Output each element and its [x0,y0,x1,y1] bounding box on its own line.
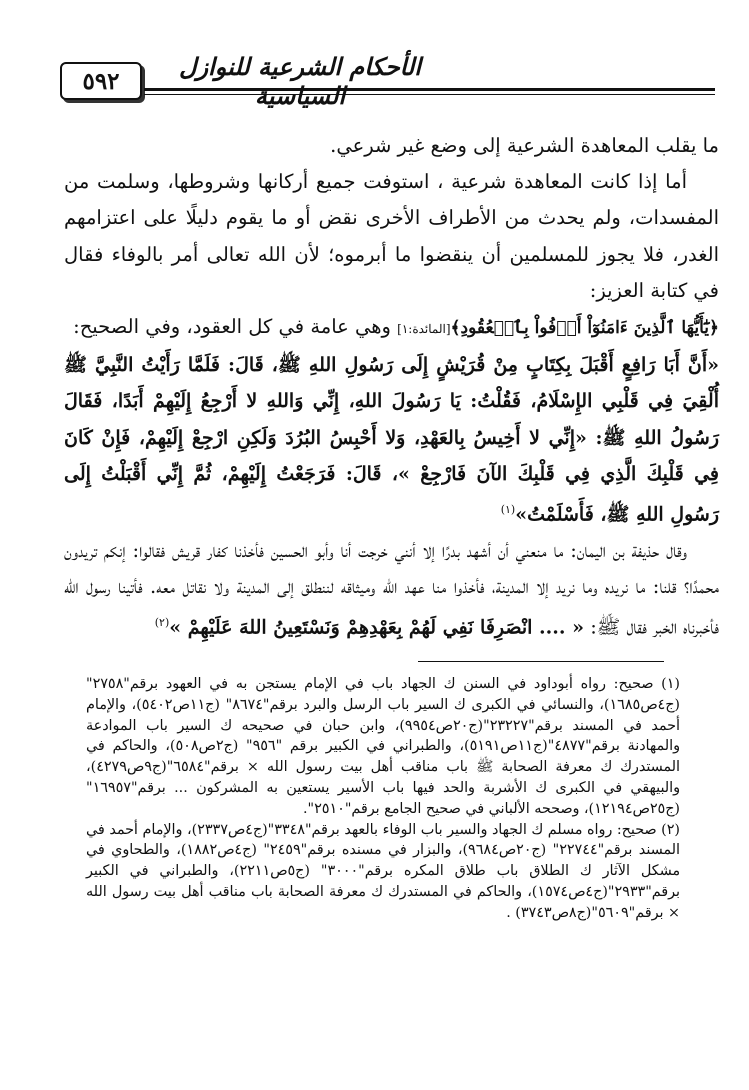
paragraph-3-text: وقال حذيفة بن اليمان: ما منعني أن أشهد بدرًا إلا أنني خرجت أنا وأبو الحسين فأخذنا كفار قريش فقالوا: إنكم تريدون محمدًا؟ قلنا: ما نريده وما نريد إلا المدينة، فأخذوا منا عهد الله وميثاقه لننطلق إلى المدينة ولا نقاتل معه. فأتينا رسول الله فأخبرناه الخبر فقال ﷺ: [64,538,719,639]
page-number: ٥٩٢ [60,62,142,100]
hadith-2: « .... انْصَرِفَا نَفِي لَهُمْ بِعَهْدِهِمْ وَنَسْتَعِينُ اللهَ عَلَيْهِمْ » [169,616,584,639]
header-rule-thick [144,88,715,91]
footnote-marker-2: (٢) [154,616,170,630]
paragraph-2 [64,164,719,309]
paragraph-3 [64,533,719,646]
page-header [60,52,715,110]
paragraph-hadith-1 [64,347,719,533]
running-title: الأحكام الشرعية للنوازل السياسية [179,52,421,110]
main-text [64,128,719,646]
paragraph-1: ما يقلب المعاهدة الشرعية إلى وضع غير شرعي. [330,134,719,157]
verse-reference: [المائدة:١] [397,322,451,337]
header-rule-thin [144,94,715,95]
paragraph-2-text: أما إذا كانت المعاهدة شرعية ، استوفت جميع أركانها وشروطها، وسلمت من المفسدات، ولم يحدث من الأطراف الأخرى نقض أو ما يقوم دليلًا على اعتزامهم الغدر، فلا يجوز للمسلمين أن ينقضوا ما أبرموه؛ لأن الله تعالى أمر بالوفاء فقال في كتابة العزيز: [64,170,719,302]
footnote-separator [418,661,664,662]
paragraph-verse [64,309,719,347]
quran-verse: ﴿يَٰٓأَيُّهَا ٱلَّذِينَ ءَامَنُوٓاْ أَوۡفُواْ بِٱلۡعُقُودِ﴾ [450,318,719,339]
footnotes [86,674,684,924]
footnote-2: (٢) صحيح: رواه مسلم ك الجهاد والسير باب الوفاء بالعهد برقم"٣٣٤٨"(ج٤ص٢٣٣٧)، والإمام أحمد في المسند برقم"٢٢٧٤٤" (ج٢٠ص٩٦٨٤)، والبزار في مسنده برقم"٢٤٥٩" (ج٤ص١٨٨٢)، والطحاوي في مشكل الآثار ك الطلاق باب طلاق المكره برقم"٣٠٠٠" (ج٥ص٢٢١١)، والطبراني في الكبير برقم"٢٩٣٣"(ج٤ص١٥٧٤)، والحاكم في المستدرك ك معرفة الصحابة باب مناقب أهل بيت رسول الله × برقم"٥٦٠٩"(ج٨ص٣٧٤٣) . [86,821,680,921]
after-verse-text: وهي عامة في كل العقود، وفي الصحيح: [73,315,398,339]
footnote-marker-1: (١) [500,503,516,517]
hadith-1: «أَنَّ أَبَا رَافِعٍ أَقْبَلَ بِكِتَابٍ مِنْ قُرَيْشٍ إِلَى رَسُولِ اللهِ ﷺ، قَالَ: فَلَمَّا رَأَيْتُ النَّبِيَّ ﷺ أُلْقِيَ فِي قَلْبِي الإِسْلَامُ، فَقُلْتُ: يَا رَسُولَ اللهِ، إِنِّي وَاللهِ لا أَرْجِعُ إِلَيْهِمْ أَبَدًا، فَقَالَ رَسُولُ اللهِ ﷺ: «إِنِّي لا أَخِيسُ بِالعَهْدِ، وَلا أَحْبِسُ البُرُدَ وَلَكِنِ ارْجِعْ إِلَيْهِمْ، فَإِنْ كَانَ فِي قَلْبِكَ الَّذِي فِي قَلْبِكَ الآنَ فَارْجِعْ »، قَالَ: فَرَجَعْتُ إِلَيْهِمْ، ثُمَّ إِنِّي أَقْبَلْتُ إِلَى رَسُولِ اللهِ ﷺ، فَأَسْلَمْتُ» [64,354,720,526]
footnote-1: (١) صحيح: رواه أبوداود في السنن ك الجهاد باب في الإمام يستجن به في العهود برقم"٢٧٥٨" (ج٤ص١٦٨٥)، والنسائي في الكبرى ك السير باب الرسل والبرد برقم"٨٦٧٤" (ج١١ص٥٤٠٢)، والإمام أحمد في المسند برقم"٢٣٢٢٧"(ج٢٠ص٩٩٥٤)، وابن حبان في صحيحه ك السير باب الموادعة والمهادنة برقم"٤٨٧٧"(ج١١ص٥١٩١)، والطبراني في الكبير برقم "٩٥٦" (ج٢ص٥٠٨)، والحاكم في المستدرك ك معرفة الصحابة ﷺ باب مناقب أهل بيت رسول الله × برقم"٦٥٨٤"(ج٩ص٤٢٧٩)، والبيهقي في الكبرى ك الأشربة والحد فيها باب الأسير يستعين به المشركون ... برقم"١٦٩٥٧" (ج٢٥ص١٢١٩٤)، وصححه الألباني في صحيح الجامع برقم"٢٥١٠". [86,676,680,817]
